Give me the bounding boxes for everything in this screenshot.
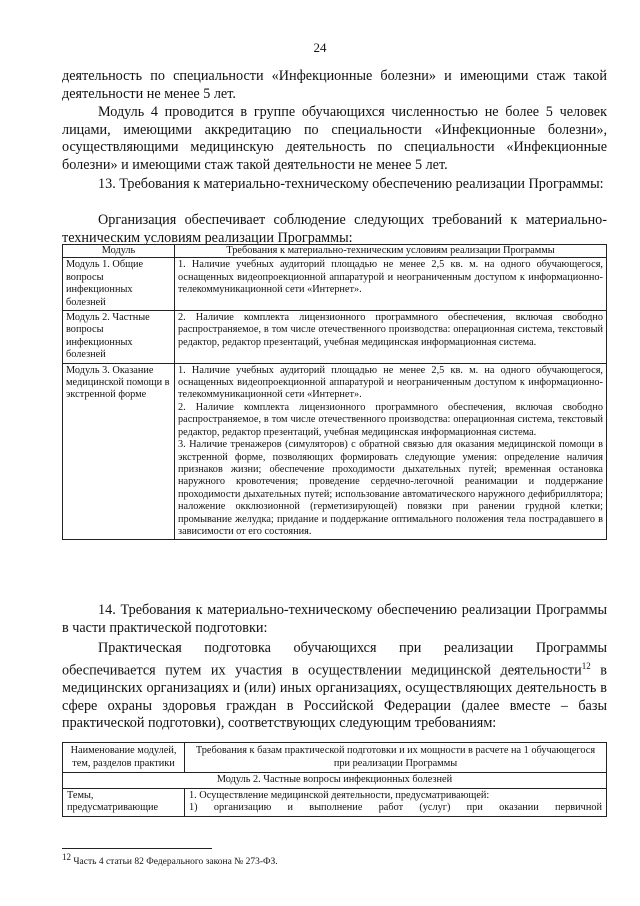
section-title: Модуль 2. Частные вопросы инфекционных болезней — [63, 773, 607, 789]
section-14-heading: 14. Требования к материально-техническому обеспечению реализации Программы в части практической подготовки: — [62, 602, 607, 636]
paragraph-text-cont: в медицинских организациях и (или) иных организациях, осуществляющих деятельность в сфере охраны здоровья граждан в Российской Федерации (далее вместе – базы практической подготовки), соответствующих следующим требованиям: — [62, 662, 607, 732]
module-cell: Модуль 3. Оказание медицинской помощи в экстренной форме — [63, 363, 175, 540]
table-row — [63, 363, 607, 540]
footnote-text: Часть 4 статьи 82 Федерального закона № 273-ФЗ. — [71, 857, 278, 868]
table-header-row — [63, 245, 607, 258]
paragraph-continuation: деятельность по специальности «Инфекционные болезни» и имеющими стаж такой деятельности не менее 5 лет. — [62, 68, 607, 102]
table-row — [63, 788, 607, 816]
page-number: 24 — [313, 40, 327, 55]
paragraph-text: Практическая подготовка обучающихся при реализации Программы обеспечивается путем их участия в осуществлении медицинской деятельности — [62, 640, 607, 679]
requirements-table — [62, 244, 607, 540]
requirement-item: 1. Наличие учебных аудиторий площадью не менее 2,5 кв. м. на одного обучающегося, оснащенных видеопроекционной аппаратурой и неограниченным доступом к информационно-телекоммуникационной сети «Интернет». — [178, 364, 603, 401]
paragraph-organization: Организация обеспечивает соблюдение следующих требований к материально-техническим условиям реализации Программы: — [62, 212, 607, 246]
requirement-item: 3. Наличие тренажеров (симуляторов) с обратной связью для оказания медицинской помощи в экстренной форме, позволяющих формировать следующие умения: определение наличия признаков жизни; обеспечение проходимости дыхательных путей; временная остановка наружного кровотечения; проведение сердечно-легочной реанимации и поддержание проходимости дыхательных путей; использование автоматического наружного дефибриллятора; наложение окклюзионной (герметизирующей) повязки при ранении грудной клетки; промывание желудка; придание и поддержание оптимального положения тела пострадавшего в зависимости от его состояния. — [178, 439, 603, 537]
requirement-item: 1) организацию и выполнение работ (услуг) при оказании первичной — [189, 802, 602, 814]
paragraph-module4: Модуль 4 проводится в группе обучающихся численностью не более 5 человек лицами, имеющими аккредитацию по специальности «Инфекционные болезни», осуществляющими медицинскую деятельность по специальности «Инфекционные болезни» и имеющими стаж такой деятельности не менее 5 лет. — [62, 104, 607, 173]
module-cell: Модуль 2. Частные вопросы инфекционных болезней — [63, 311, 175, 364]
header-module: Модуль — [63, 245, 175, 258]
requirement-item: 2. Наличие комплекта лицензионного программного обеспечения, включая свободно распространяемое, в том числе отечественного производства: операционная система, текстовый редактор, редактор презентаций, учебная медицинская информационная система. — [178, 401, 603, 438]
footnote-number: 12 — [62, 852, 71, 862]
table-section-row — [63, 773, 607, 789]
table-row — [63, 258, 607, 311]
footnote — [62, 852, 278, 867]
requirement-cell: 1. Наличие учебных аудиторий площадью не менее 2,5 кв. м. на одного обучающегося, оснащенных видеопроекционной аппаратурой и неограниченным доступом к информационно-телекоммуникационной сети «Интернет». — [175, 258, 607, 311]
header-modules-topics: Наименование модулей, тем, разделов практики — [63, 743, 185, 773]
paragraph-practical-training — [62, 640, 607, 733]
module-cell: Модуль 1. Общие вопросы инфекционных болезней — [63, 258, 175, 311]
section-13-heading: 13. Требования к материально-техническому обеспечению реализации Программы: — [98, 176, 604, 192]
footnote-divider — [62, 848, 212, 849]
topic-cell: Темы, предусматривающие — [63, 788, 185, 816]
requirement-cell — [175, 363, 607, 540]
header-base-requirements: Требования к базам практической подготовки и их мощности в расчете на 1 обучающегося при реализации Программы — [185, 743, 607, 773]
requirement-cell — [185, 788, 607, 816]
requirement-item: 1. Осуществление медицинской деятельности, предусматривающей: — [189, 789, 490, 801]
practice-bases-table — [62, 742, 607, 817]
table-header-row — [63, 743, 607, 773]
footnote-ref: 12 — [581, 660, 591, 671]
header-requirements: Требования к материально-техническим условиям реализации Программы — [175, 245, 607, 258]
table-row — [63, 311, 607, 364]
requirement-cell: 2. Наличие комплекта лицензионного программного обеспечения, включая свободно распространяемое, в том числе отечественного производства: операционная система, текстовый редактор, редактор презентаций, учебная медицинская информационная система. — [175, 311, 607, 364]
